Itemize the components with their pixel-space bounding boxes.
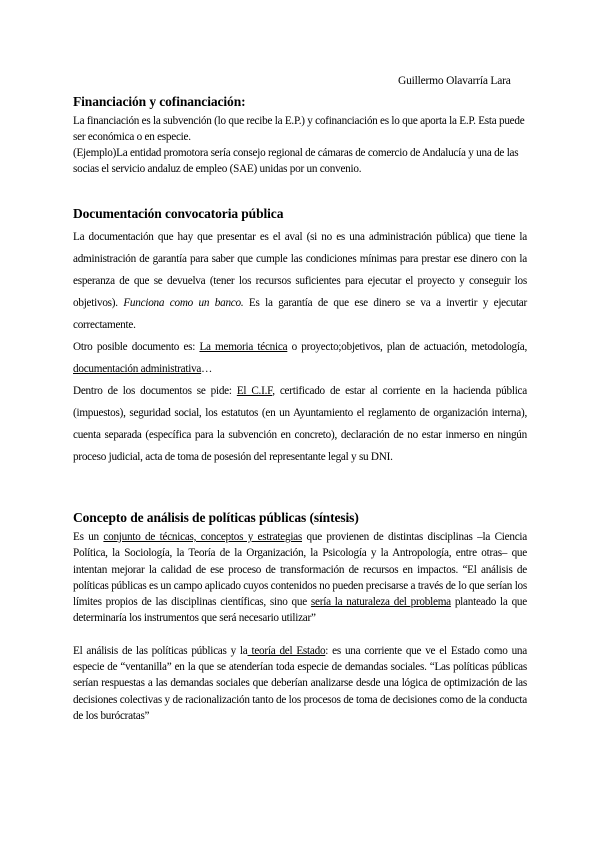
paragraph <box>73 529 527 627</box>
italic-run: Funciona como un banco. <box>123 297 244 309</box>
paragraph <box>73 643 527 724</box>
text-run: … <box>201 363 213 375</box>
text-run: que provienen de distintas disciplinas –la Ciencia Política, la Sociología, la Teoría de la Organización, la Psicología y la Antropología, entre otras– que intentan mejorar la calidad de ese proceso de transformación de recursos en impactos. “El análisis de políticas públicas es un campo aplicado cuyos contenidos no pueden precisarse a través de lo que serían los límites propios de las disciplinas científicas, sino que <box>73 531 527 609</box>
underlined-term: documentación administrativa <box>73 363 202 375</box>
text-run: Dentro de los documentos se pide: <box>73 385 237 397</box>
underlined-term: El C.I.F <box>236 385 273 397</box>
author-name: Guillermo Olavarría Lara <box>398 75 511 87</box>
section-body-financiacion <box>73 113 527 177</box>
section-body-politicas <box>73 529 527 724</box>
text-run: Otro posible documento es: <box>73 341 200 353</box>
paragraph-gap <box>73 627 527 643</box>
section-title-documentacion: Documentación convocatoria pública <box>73 206 284 221</box>
underlined-term: sería la naturaleza del problema <box>310 596 451 609</box>
section-body-documentacion <box>73 226 527 468</box>
paragraph <box>73 226 527 336</box>
text-run: : es una corriente que ve el Estado como una especie de “ventanilla” en la que se atenderían toda especie de demandas sociales. “Las políticas públicas serían respuestas a las demandas sociales que deberían analizarse desde una lógica de optimización de las decisiones colectivas y de racionalización tanto de los procesos de toma de decisiones como de la conducta de los burócratas” <box>73 644 527 722</box>
paragraph: (Ejemplo)La entidad promotora sería consejo regional de cámaras de comercio de Andalucía y una de las socias el servicio andaluz de empleo (SAE) unidas por un convenio. <box>73 147 519 175</box>
text-run: o proyecto;objetivos, plan de actuación, metodología, <box>287 341 528 353</box>
underlined-term: conjunto de técnicas, conceptos y estrategias <box>103 531 303 543</box>
section-financiacion <box>73 94 527 177</box>
paragraph <box>73 380 527 468</box>
section-politicas-publicas <box>73 510 527 724</box>
text-run: La documentación que hay que presentar es el aval (si no es una administración pública) que tiene la administración de garantía para saber que cumple las condiciones mínimas para prestar ese dinero con la esperanza de que se devuelva (tener los recursos suficientes para ejecutar el proyecto y conseguir los objetivos). <box>73 231 527 309</box>
section-title-politicas: Concepto de análisis de políticas públicas (síntesis) <box>73 510 359 525</box>
paragraph: La financiación es la subvención (lo que recibe la E.P.) y cofinanciación es lo que aporta la E.P. Esta puede ser económica o en especie. <box>73 115 525 143</box>
text-run: planteado la que determinaría los instrumentos que será necesario utilizar” <box>73 596 527 625</box>
text-run: Es un <box>73 531 104 543</box>
paragraph <box>73 336 527 380</box>
underlined-term: teoría del Estado <box>247 644 326 657</box>
text-run: , certificado de estar al corriente en la hacienda pública (impuestos), seguridad social, los estatutos (en un Ayuntamiento el reglamento de organización interna), cuenta separada (específica para la subvención en concreto), declaración de no estar inmerso en ningún proceso judicial, acta de toma de posesión del representante legal y su DNI. <box>73 385 527 463</box>
section-title-financiacion: Financiación y cofinanciación: <box>73 94 246 109</box>
text-run: El análisis de las políticas públicas y la <box>73 644 248 657</box>
section-documentacion <box>73 206 527 468</box>
underlined-term: La memoria técnica <box>199 341 288 353</box>
text-run: Es la garantía de que ese dinero se va a invertir y ejecutar correctamente. <box>73 297 527 331</box>
